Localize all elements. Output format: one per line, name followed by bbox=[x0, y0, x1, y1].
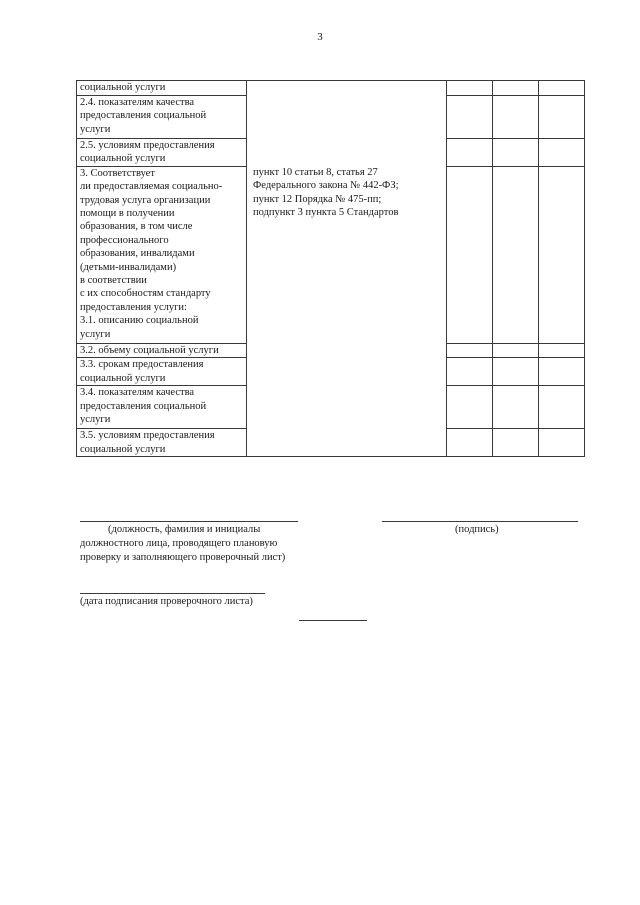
legal-reference-text: пункт 10 статьи 8, статья 27 Федерального закона № 442-ФЗ; пункт 12 Порядка № 475-пп; подпункт 3 пункта 5 Стандартов bbox=[253, 167, 399, 219]
checklist-table-body bbox=[77, 81, 585, 457]
answer-cell bbox=[539, 386, 585, 429]
closing-rule bbox=[299, 620, 367, 621]
criterion-text: 3.3. срокам предоставления социальной услуги bbox=[80, 359, 204, 384]
answer-cell bbox=[493, 81, 539, 96]
criterion-text: 2.4. показателям качества предоставления социальной услуги bbox=[80, 97, 207, 135]
answer-cell bbox=[447, 358, 493, 386]
answer-cell bbox=[447, 343, 493, 357]
answer-cell bbox=[447, 139, 493, 167]
criterion-text: 3.4. показателям качества предоставления социальной услуги bbox=[80, 387, 207, 426]
answer-cell bbox=[539, 429, 585, 457]
criterion-cell bbox=[77, 358, 247, 386]
criterion-cell bbox=[77, 139, 247, 167]
answer-cell bbox=[493, 96, 539, 139]
criterion-text: 2.5. условиям предоставления социальной услуги bbox=[80, 140, 215, 165]
answer-cell bbox=[493, 166, 539, 343]
signature-line bbox=[382, 521, 578, 522]
criterion-text: 3.5. условиям предоставления социальной услуги bbox=[80, 430, 215, 455]
answer-cell bbox=[539, 139, 585, 167]
signature-caption: (подпись) bbox=[455, 524, 499, 535]
answer-cell bbox=[493, 343, 539, 357]
criterion-text: социальной услуги bbox=[80, 82, 166, 93]
answer-cell bbox=[493, 429, 539, 457]
criterion-text: 3.2. объему социальной услуги bbox=[80, 344, 219, 356]
criterion-cell bbox=[77, 343, 247, 357]
criterion-cell bbox=[77, 81, 247, 96]
date-caption: (дата подписания проверочного листа) bbox=[80, 596, 253, 607]
answer-cell bbox=[447, 96, 493, 139]
answer-cell bbox=[447, 166, 493, 343]
criterion-cell bbox=[77, 166, 247, 343]
answer-cell bbox=[539, 358, 585, 386]
answer-cell bbox=[447, 81, 493, 96]
page-number: 3 bbox=[317, 31, 323, 43]
answer-cell bbox=[447, 386, 493, 429]
criterion-cell bbox=[77, 96, 247, 139]
criterion-cell bbox=[77, 429, 247, 457]
answer-cell bbox=[493, 139, 539, 167]
official-signature-line bbox=[80, 521, 298, 522]
table-row bbox=[77, 81, 585, 96]
answer-cell bbox=[447, 429, 493, 457]
reference-spacer bbox=[253, 81, 446, 166]
answer-cell bbox=[539, 81, 585, 96]
criterion-text: 3. Соответствует ли предоставляемая социально- трудовая услуга организации помощи в получении образования, в том числе профессионального образования, инвалидами (детьми-инвалидами) в соответствии с их способностям стандарту предоставления услуги: 3.1. описанию социальной услуги bbox=[80, 167, 223, 340]
criterion-cell bbox=[77, 386, 247, 429]
answer-cell bbox=[539, 343, 585, 357]
answer-cell bbox=[493, 358, 539, 386]
answer-cell bbox=[539, 96, 585, 139]
legal-reference-cell bbox=[247, 81, 447, 457]
checklist-table bbox=[76, 80, 585, 457]
official-caption: (должность, фамилия и инициалы должностного лица, проводящего плановую проверку и заполняющего проверочный лист) bbox=[80, 524, 286, 563]
answer-cell bbox=[493, 386, 539, 429]
answer-cell bbox=[539, 166, 585, 343]
date-signature-line bbox=[80, 593, 265, 594]
